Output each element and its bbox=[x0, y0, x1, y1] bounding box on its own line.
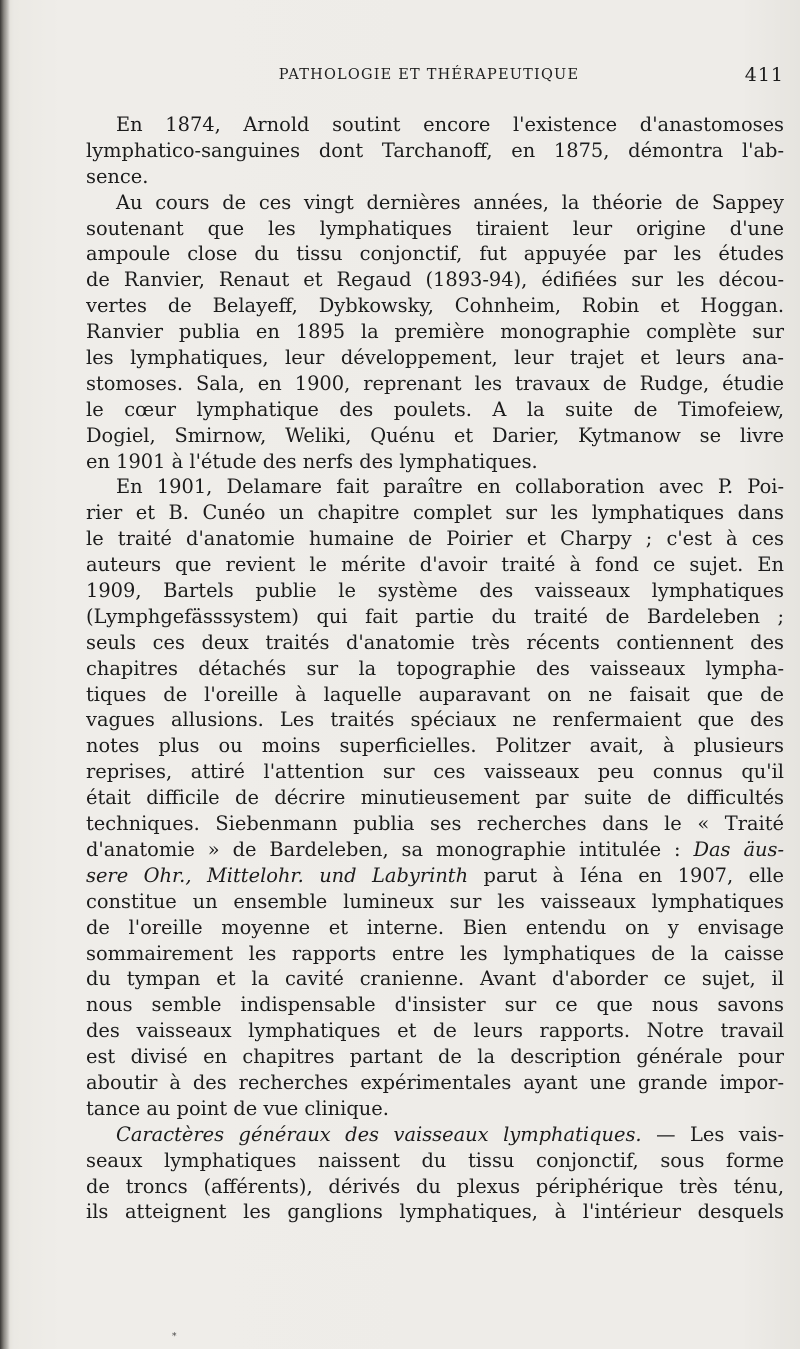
print-speck: * bbox=[172, 1332, 177, 1342]
text-line: était difficile de décrire minutieusement par suite de difficultés bbox=[86, 786, 784, 810]
running-title: PATHOLOGIE ET THÉRAPEUTIQUE bbox=[278, 67, 580, 83]
binding-shadow bbox=[0, 0, 10, 1349]
text-line: aboutir à des recherches expérimentales ayant une grande impor- bbox=[86, 1070, 784, 1094]
text-line: reprises, attiré l'attention sur ces vaisseaux peu connus qu'il bbox=[86, 760, 784, 784]
text-line: de l'oreille moyenne et interne. Bien entendu on y envisage bbox=[86, 915, 784, 939]
text-line: les lymphatiques, leur développement, leur trajet et leurs ana- bbox=[86, 346, 784, 370]
text-line: nous semble indispensable d'insister sur ce que nous savons bbox=[86, 993, 784, 1017]
text-line: chapitres détachés sur la topographie des vaisseaux lympha- bbox=[86, 656, 784, 680]
text-line: stomoses. Sala, en 1900, reprenant les travaux de Rudge, étudie bbox=[86, 371, 784, 395]
text-segment: — Les vais- bbox=[641, 1122, 784, 1146]
text-line: des vaisseaux lymphatiques et de leurs rapports. Notre travail bbox=[86, 1019, 784, 1043]
text-line bbox=[86, 1122, 784, 1148]
text-line: le traité d'anatomie humaine de Poirier et Charpy ; c'est à ces bbox=[86, 527, 784, 551]
text-line: soutenant que les lymphatiques tiraient leur origine d'une bbox=[86, 216, 784, 240]
italic-segment: Caractères généraux des vaisseaux lymphatiques. bbox=[116, 1122, 642, 1146]
text-line: vertes de Belayeff, Dybkowsky, Cohnheim, Robin et Hoggan. bbox=[86, 294, 784, 318]
text-line: constitue un ensemble lumineux sur les vaisseaux lymphatiques bbox=[86, 889, 784, 913]
text-line: tance au point de vue clinique. bbox=[86, 1096, 389, 1120]
text-line: seuls ces deux traités d'anatomie très récents contiennent des bbox=[86, 630, 784, 654]
text-line: 1909, Bartels publie le système des vaisseaux lymphatiques bbox=[86, 579, 784, 603]
text-line bbox=[86, 837, 784, 863]
text-line: est divisé en chapitres partant de la description générale pour bbox=[86, 1045, 784, 1069]
text-line: le cœur lymphatique des poulets. A la suite de Timofeiew, bbox=[86, 397, 784, 421]
text-line: (Lymphgefässsystem) qui fait partie du traité de Bardeleben ; bbox=[86, 604, 784, 628]
text-line: techniques. Siebenmann publia ses recherches dans le « Traité bbox=[86, 812, 784, 836]
text-line: lymphatico-sanguines dont Tarchanoff, en 1875, démontra l'ab- bbox=[86, 138, 784, 162]
text-line: En 1874, Arnold soutint encore l'existence d'anastomoses bbox=[116, 113, 784, 136]
text-line: notes plus ou moins superficielles. Politzer avait, à plusieurs bbox=[86, 734, 784, 758]
text-line: de troncs (afférents), dérivés du plexus périphérique très ténu, bbox=[86, 1174, 784, 1198]
text-line: Au cours de ces vingt dernières années, la théorie de Sappey bbox=[116, 190, 784, 214]
text-segment: d'anatomie » de Bardeleben, sa monographie intitulée : bbox=[86, 837, 694, 861]
text-segment: parut à Iéna en 1907, elle bbox=[468, 863, 784, 887]
text-line: tiques de l'oreille à laquelle auparavant on ne faisait que de bbox=[86, 682, 784, 706]
text-line: seaux lymphatiques naissent du tissu conjonctif, sous forme bbox=[86, 1148, 784, 1172]
italic-segment: Das äus- bbox=[693, 837, 784, 861]
text-line: ils atteignent les ganglions lymphatiques, à l'intérieur desquels bbox=[86, 1200, 784, 1224]
body-text bbox=[86, 112, 784, 1225]
text-line: sommairement les rapports entre les lymphatiques de la caisse bbox=[86, 941, 784, 965]
text-line: de Ranvier, Renaut et Regaud (1893-94), édifiées sur les décou- bbox=[86, 268, 784, 292]
text-line bbox=[86, 863, 784, 889]
text-line: En 1901, Delamare fait paraître en collaboration avec P. Poi- bbox=[116, 475, 784, 499]
italic-segment: sere Ohr., Mittelohr. und Labyrinth bbox=[86, 863, 469, 887]
text-line: auteurs que revient le mérite d'avoir traité à fond ce sujet. En bbox=[86, 553, 784, 577]
text-line: sence. bbox=[86, 164, 149, 188]
text-line: en 1901 à l'étude des nerfs des lymphatiques. bbox=[86, 449, 538, 473]
text-line: Ranvier publia en 1895 la première monographie complète sur bbox=[86, 320, 784, 344]
text-line: ampoule close du tissu conjonctif, fut appuyée par les études bbox=[86, 242, 784, 266]
text-line: vagues allusions. Les traités spéciaux ne renfermaient que des bbox=[86, 708, 784, 732]
text-line: Dogiel, Smirnow, Weliki, Quénu et Darier, Kytmanow se livre bbox=[86, 423, 784, 447]
running-head bbox=[86, 60, 784, 90]
page-number: 411 bbox=[744, 64, 784, 86]
text-line: rier et B. Cunéo un chapitre complet sur les lymphatiques dans bbox=[86, 501, 784, 525]
text-line: du tympan et la cavité cranienne. Avant d'aborder ce sujet, il bbox=[86, 967, 784, 991]
